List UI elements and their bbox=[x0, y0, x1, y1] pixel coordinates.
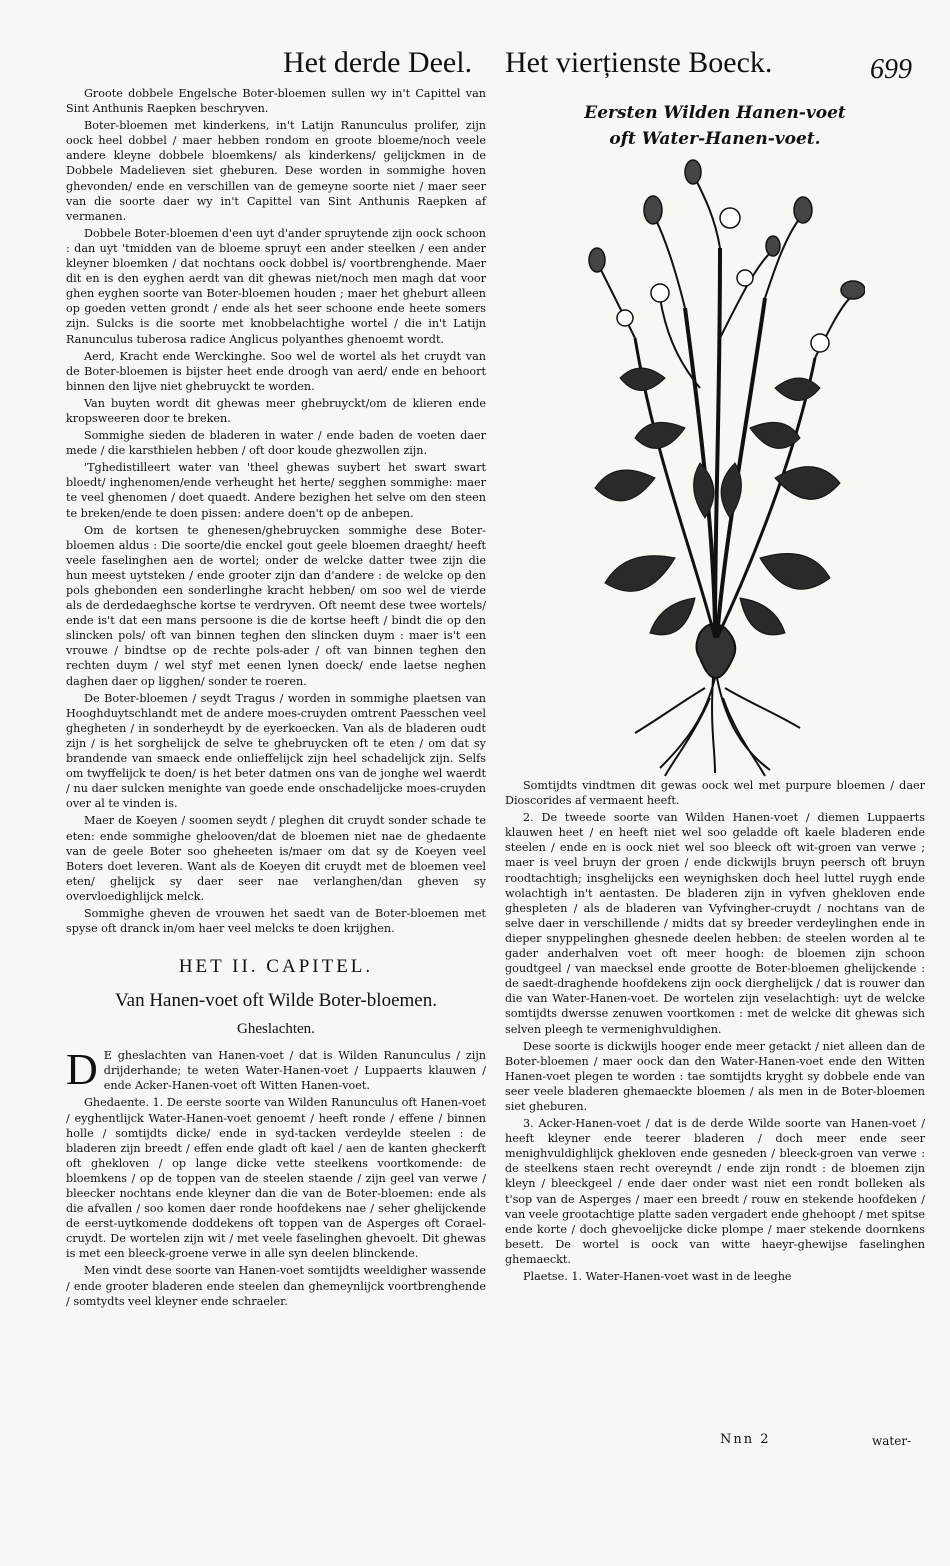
part-title: Het derde Deel. bbox=[283, 46, 473, 79]
paragraph: Om de kortsen te ghenesen/ghebruycken sommighe dese Boter-bloemen aldus : Die soorte/die enckel gout geele bloemen draeght/ heeft veele faselinghen aen de wortel; onder de welcke datter twee zijn die hun meest uytsteken / ende grooter zijn dan d'andere : de welcke op den pols ghebonden een sonderlinghe kracht hebben/ om soo wel de vierde als de derdedaeghsche kortse te verdryven. Oft neemt dese twee wortels/ ende is't dat een mans persoone is die de kortse heeft / bindt die op den slincken pols/ oft van binnen teghen den slincken duym : maer is't een vrouwe / bindtse op de rechte pols-ader / oft van binnen teghen den rechten duym / wel styf met eenen lynen doeck/ ende laetse neghen daghen daer op ligghen/ sonder te roeren. bbox=[66, 523, 486, 688]
paragraph-text: E gheslachten van Hanen-voet / dat is Wilden Ranunculus / zijn drijderhande; te weten Water-Hanen-voet / Luppaerts klauwen / ende Acker-Hanen-voet oft Witten Hanen-voet. bbox=[103, 1049, 486, 1093]
paragraph: Men vindt dese soorte van Hanen-voet somtijdts weeldigher wassende / ende grooter bladeren ende steelen dan ghemeynlijck voortbrenghende / somtydts veel kleyner ende schraeler. bbox=[66, 1264, 486, 1308]
paragraph: Ghedaente. 1. De eerste soorte van Wilden Ranunculus oft Hanen-voet / eyghentlijck Water-Hanen-voet genoemt / heeft ronde / effene / binnen holle / somtijdts dicke/ ende in syd-tacken verdeylde steelen : de bladeren zijn breedt / effen ende gladt oft kael / aen de kanten gheckerft oft ghekloven / op lange dicke vette steelkens voortkomende: de bloemkens / op de toppen van de steelen staende / zijn geel van verwe / bleecker nochtans ende kleyner dan die van de Boter-bloemen: ende als die afvallen / soo komen daer ronde hoofdekens nae / seher ghelijckende de eerst-uytkomende doddekens oft toppen van de Asperges oft Corael-cruydt. De wortelen zijn wit / met veele faselinghen ghevoelt. Dit ghewas is met een bleeck-groene verwe in alle syn deelen blinckende. bbox=[66, 1096, 486, 1261]
paragraph: Sommighe gheven de vrouwen het saedt van de Boter-bloemen met spyse oft dranck in/om haer veel melcks te doen krijghen. bbox=[66, 906, 486, 936]
chapter-title: Van Hanen-voet oft Wilde Boter-bloemen. bbox=[115, 990, 437, 1012]
page-number: 699 bbox=[870, 54, 912, 85]
paragraph: 2. De tweede soorte van Wilden Hanen-voet / diemen Luppaerts klauwen heet / en heeft niet wel soo geladde oft kaele bladeren ende steelen / ende en is oock niet wel soo bleeck oft wit-groen van verwe ; maer is veel bruyn der groen / ende dickwijls bruyn peersch oft bruyn roodtachtigh; insghelijcks een weynighsken doch heel luttel ruygh ende wolachtigh in't aentasten. De bladeren zijn in vyfven ghekloven ende ghespleten / als de bladeren van Vyfvingher-cruydt / nochtans van de selve daer in verschillende / midts dat sy breeder verdeylinghen ende in dieper snyppelinghen ghesnede deelen hebben: de steelen worden al te gader anderhalven voet oft meer hoogh: de bloemen zijn schoon goudtgeel / van maecksel ende grootte de Boter-bloemen ghelijckende : de saedt-draghende hoofdekens zijn oock dierghelijck / dat is rouwer dan die van Water-Hanen-voet. De wortelen zijn veselachtigh: uyt de welcke somtijdts dwersse zenuwen voortkomen : met de welcke dit ghewas sich selven pleegh te vermenighvuldighen. bbox=[505, 811, 925, 1036]
figure-caption bbox=[505, 100, 925, 152]
right-column bbox=[505, 100, 925, 1286]
figure-caption-line: Eersten Wilden Hanen-voet bbox=[584, 103, 846, 123]
paragraph: Sommighe sieden de bladeren in water / ende baden de voeten daer mede / die karsthielen hebben / oft door koude ghezwollen zijn. bbox=[66, 429, 486, 458]
drop-cap: D bbox=[66, 1045, 98, 1095]
paragraph: Boter-bloemen met kinderkens, in't Latijn Ranunculus prolifer, zijn oock heel dobbel / maer hebben rondom en groote bloeme/noch veele andere kleyne dobbele bloemkens/ als kinderkens/ gelijckmen in de Dobbele Madelieven siet gheburen. Dese worden in sommighe hoven ghevonden/ ende en verschillen van de gemeyne soorte niet / maer seer van die soorte daer wy in't Capittel van Sint Anthunis Raepken af vermanen. bbox=[66, 119, 486, 223]
paragraph: Groote dobbele Engelsche Boter-bloemen sullen wy in't Capittel van Sint Anthunis Raepken beschryven. bbox=[66, 87, 486, 116]
paragraph: De Boter-bloemen / seydt Tragus / worden in sommighe plaetsen van Hooghduytschlandt met de andere moes-cruyden omtrent Paesschen veel ghegheten / in sonderheydt by de eyerkoecken. Van als de bladeren oudt zijn / is het sorghelijck de selve te ghebruycken oft te eten / om dat sy brandende van smaeck ende onlieffelijck zijn heel schadelijck zijn. Selfs om twyffelijck te doen/ is het beter datmen ons van de jonghe wel waerdt / nu daer sulcken menighte van goede ende onschadelijcke moes-cruyden over al te vinden is. bbox=[66, 691, 486, 811]
paragraph: Maer de Koeyen / soomen seydt / pleghen dit cruydt sonder schade te eten: ende sommighe ghelooven/dat de bloemen niet nae de ghedaente van de geele Boter soo gheheeten is/maer om dat sy de Koeyen veel Boters doet leveren. Want als de Koeyen dit cruydt met de bloemen veel eten/ ghelijck sy daer seer nae verlanghen/dan gheven sy overvloedighlijck melck. bbox=[66, 814, 486, 903]
paragraph: Van buyten wordt dit ghewas meer ghebruyckt/om de klieren ende kropsweeren door te breken. bbox=[66, 396, 486, 425]
paragraph: Dobbele Boter-bloemen d'een uyt d'ander spruytende zijn oock schoon : dan uyt 'tmidden van de bloeme spruyt een ander steelken / een ander kleyner bloemken / dat nochtans oock dobbel is/ voortbrenghende. Maer dit en is den eyghen aerdt van dit ghewas niet/noch men magh dat voor ghen eyghen soorte van Boter-bloemen houden ; maer het gheburt alleen op goeden vetten grondt / ende als het seer schoone ende heete somers zijn. Sulcks is die soorte met knobbelachtighe wortel / die in't Latijn Ranunculus tuberosa radice Anglicus polyanthes ghenoemt wordt. bbox=[66, 226, 486, 346]
figure-caption-line: oft Water-Hanen-voet. bbox=[609, 129, 821, 149]
chapter-heading bbox=[66, 956, 486, 1038]
paragraph: 'Tghedistilleert water van 'theel ghewas suybert het swart swart bloedt/ inghenomen/ende verheught het herte/ segghen sommighe: maer te veel ghenomen / doet quaedt. Andere bezighen het selve om den steen te breken/ende te doen pissen: andere doen't op de anbepen. bbox=[66, 461, 486, 520]
book-title: Het vierțienste Boeck. bbox=[505, 46, 773, 79]
chapter-subtitle: Gheslachten. bbox=[237, 1021, 315, 1038]
signature-mark: Nnn 2 bbox=[720, 1432, 771, 1447]
chapter-number: HET II. CAPITEL. bbox=[178, 956, 374, 978]
paragraph: Dese soorte is dickwijls hooger ende meer getackt / niet alleen dan de Boter-bloemen / maer oock dan den Water-Hanen-voet ende den Witten Hanen-voet plegen te worden : tae somtijdts kryght sy dobbele ende van seer veele bladeren ghemaeckte bloemen / als men in de Boter-bloemen siet gheburen. bbox=[505, 1039, 925, 1113]
paragraph: Aerd, Kracht ende Werckinghe. Soo wel de wortel als het cruydt van de Boter-bloemen is bijster heet ende droogh van aerd/ ende en behoort binnen den lijve niet ghebruyckt te worden. bbox=[66, 349, 486, 393]
paragraph: Plaetse. 1. Water-Hanen-voet wast in de leeghe bbox=[523, 1270, 792, 1283]
catchword: water- bbox=[872, 1434, 912, 1448]
paragraph: Somtijdts vindtmen dit gewas oock wel met purpure bloemen / daer Dioscorides af vermaent heeft. bbox=[505, 779, 925, 808]
paragraph: 3. Acker-Hanen-voet / dat is de derde Wilde soorte van Hanen-voet / heeft kleyner ende teerer bladeren / doch meer ende seer menighvuldighlijck ghekloven ende gesneden / bleeck-groen van verwe : de steelkens staen recht overeyndt / ende zijn rondt : de bloemen zijn kleyn / bleeckgeel / ende daer onder wast niet een rondt bolleken als t'sop van de Asperges / maer een breedt / rouw en stekende hoofdeken / van veele grootachtige platte saden vergadert ende ghehoopt / met spitse ende korte / doch ghevoelijcke dicke plompe / maer stekende doornkens besett. De wortel is oock van witte haeyr-ghewijse faselinghen ghemaeckt. bbox=[505, 1117, 925, 1266]
left-column bbox=[66, 86, 486, 1311]
water-crowfoot-woodcut-illustration bbox=[565, 158, 865, 778]
chapter-opening-paragraph bbox=[66, 1045, 486, 1095]
